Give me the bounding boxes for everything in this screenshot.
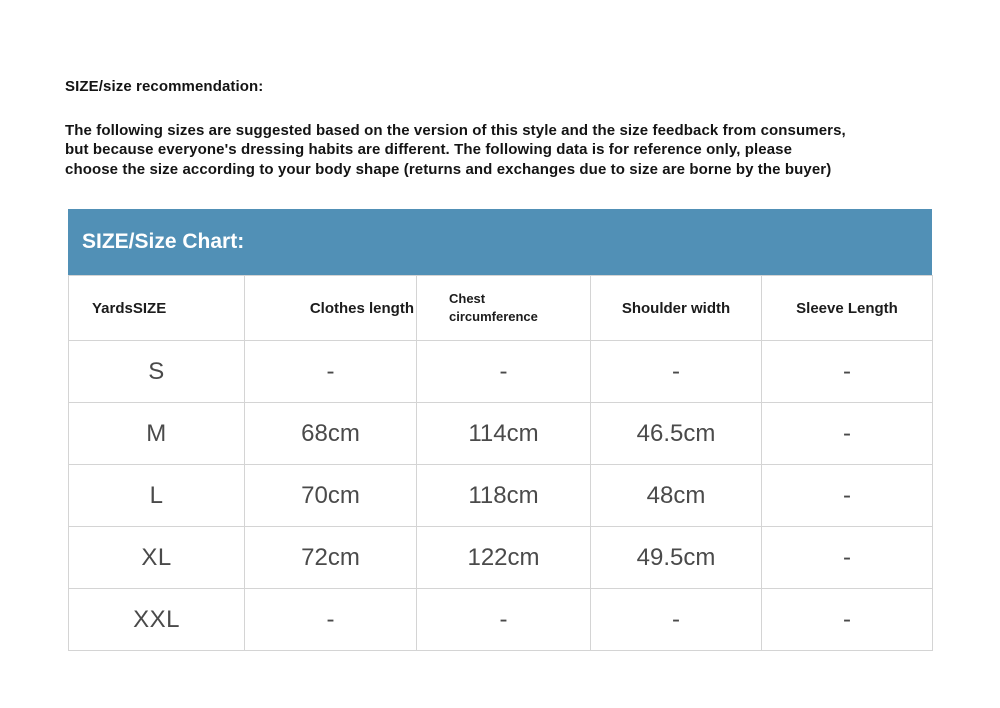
size-recommendation-heading: SIZE/size recommendation: [65,78,264,95]
size-recommendation-section [0,78,1000,651]
size-chart-table [68,275,933,651]
clothes-length-cell: - [245,589,417,651]
disclaimer-line: but because everyone's dressing habits are different. The following data is for reference only, please [65,141,793,159]
chest-circumference-cell: - [417,341,591,403]
chest-circumference-cell: 114cm [417,403,591,465]
column-header-chest-circumference-label: Chest circumference [449,291,538,325]
size-label-cell: XXL [69,589,245,651]
shoulder-width-cell: 48cm [591,465,762,527]
size-chart-banner [68,209,932,275]
chest-circumference-cell: - [417,589,591,651]
size-disclaimer-paragraph [65,121,1000,179]
size-label-cell: L [69,465,245,527]
sleeve-length-cell: - [762,403,933,465]
column-header-yards-size: YardsSIZE [69,276,245,341]
sleeve-length-cell: - [762,589,933,651]
column-header-sleeve-length: Sleeve Length [762,276,933,341]
size-row-xxl [69,589,933,651]
column-header-chest-circumference [417,276,591,341]
clothes-length-cell: 72cm [245,527,417,589]
clothes-length-cell: 70cm [245,465,417,527]
size-label-cell: M [69,403,245,465]
size-row-s [69,341,933,403]
shoulder-width-cell: 46.5cm [591,403,762,465]
sleeve-length-cell: - [762,341,933,403]
column-header-shoulder-width: Shoulder width [591,276,762,341]
column-header-clothes-length: Clothes length [245,276,417,341]
size-label-cell: S [69,341,245,403]
sleeve-length-cell: - [762,527,933,589]
size-row-xl [69,527,933,589]
disclaimer-line: The following sizes are suggested based on the version of this style and the size feedback from consumers, [65,122,846,139]
clothes-length-cell: - [245,341,417,403]
shoulder-width-cell: - [591,341,762,403]
size-chart-header-row [69,276,933,341]
disclaimer-line: choose the size according to your body shape (returns and exchanges due to size are borne by the buyer) [65,160,832,178]
sleeve-length-cell: - [762,465,933,527]
size-label-cell: XL [69,527,245,589]
shoulder-width-cell: 49.5cm [591,527,762,589]
shoulder-width-cell: - [591,589,762,651]
clothes-length-cell: 68cm [245,403,417,465]
size-row-l [69,465,933,527]
size-chart-banner-title: SIZE/Size Chart: [82,230,245,254]
size-row-m [69,403,933,465]
chest-circumference-cell: 118cm [417,465,591,527]
chest-circumference-cell: 122cm [417,527,591,589]
